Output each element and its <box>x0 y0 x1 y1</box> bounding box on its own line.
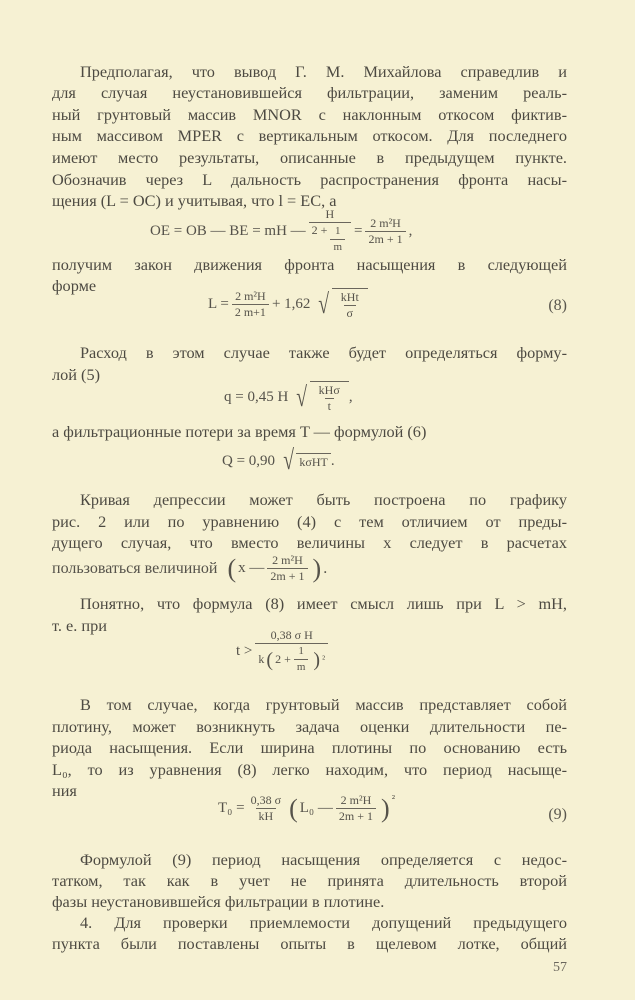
numerator: 2 m²H <box>340 793 372 807</box>
fraction <box>267 553 307 584</box>
eq-text: + 1,62 <box>271 296 311 312</box>
eq-text: . <box>323 559 328 577</box>
eq-text: пользоваться величиной <box>52 559 218 577</box>
eq-text: 2 + <box>275 652 291 666</box>
text-line: риода насыщения. Если ширина плотины по основанию есть <box>52 738 567 757</box>
text-line: форме <box>52 276 97 295</box>
text-line: ния <box>52 781 77 800</box>
denominator: m <box>294 659 309 675</box>
denominator: 2m + 1 <box>365 231 405 247</box>
eq-text: k <box>258 652 265 666</box>
exponent: ² <box>322 654 326 665</box>
numerator: 0,38 σ <box>250 793 282 807</box>
text-line: Обозначив через L дальность распространения фронта насы- <box>52 170 567 189</box>
text-line: ный грунтовый массив MNOR с наклонным откосом фиктив- <box>52 105 567 124</box>
equation-label: (8) <box>548 297 567 314</box>
text-line: В том случае, когда грунтовый массив представляет собой <box>80 695 567 714</box>
eq-text: = <box>354 222 363 239</box>
eq-text: , <box>348 389 353 405</box>
eq-text: t > <box>236 643 253 659</box>
eq-text: , <box>408 222 413 239</box>
square-root <box>316 288 367 321</box>
numerator: 1 <box>334 225 341 237</box>
equation-8 <box>208 288 368 321</box>
text-line-with-formula <box>52 553 327 584</box>
square-root <box>281 447 331 475</box>
paren: ( <box>289 793 298 823</box>
page-number: 57 <box>553 960 567 975</box>
text-line: т. е. при <box>52 616 107 635</box>
equation-oe <box>150 207 412 255</box>
paren: ( <box>227 553 237 583</box>
text-line: Кривая депрессии может быть построена по графику <box>80 490 567 509</box>
denominator: m <box>330 239 345 255</box>
numerator: 2 m²H <box>272 553 303 567</box>
eq-text: L = <box>208 296 229 312</box>
denominator: 2m + 1 <box>336 808 376 824</box>
radical-sign-icon: √ <box>318 288 330 320</box>
equation-t <box>236 628 331 675</box>
paren: ) <box>312 553 322 583</box>
eq-text: q = 0,45 H <box>224 389 289 405</box>
paren: ) <box>381 793 390 823</box>
radical-sign-icon: √ <box>283 445 295 476</box>
text-line: рис. 2 или по уравнению (4) с тем отличием от преды- <box>52 512 567 531</box>
exponent: ² <box>391 793 395 805</box>
equation-6 <box>222 447 335 475</box>
text-line: лой (5) <box>52 365 101 384</box>
text-line: дущего случая, что вместо величины x следует в расчетах <box>52 533 567 552</box>
text-line: имеют место результаты, описанные в предыдущем пункте. <box>52 148 567 167</box>
equation-9 <box>218 793 395 824</box>
eq-text: L₀ — <box>299 800 333 816</box>
denominator: k ( 2 + $\frac{1}{m}$ ) ² <box>255 643 328 675</box>
denominator <box>309 222 351 255</box>
text-line: получим закон движения фронта насыщения в следующей <box>52 255 567 274</box>
equation-label: (9) <box>548 806 567 823</box>
fraction <box>309 207 351 255</box>
text-line: татком, так как в учет не принята длительность второй <box>52 871 567 890</box>
eq-text: OE = OB — BE = mH — <box>150 222 306 239</box>
denominator: 2 m+1 <box>232 304 269 320</box>
text-line: а фильтрационные потери за время T — формулой (6) <box>52 422 427 441</box>
numerator: 0,38 σ H <box>270 628 313 642</box>
text-line: Расход в этом случае также будет определяться форму- <box>80 343 567 362</box>
fraction <box>232 289 269 320</box>
denominator: σ <box>344 305 356 321</box>
eq-text: 2 + <box>311 223 328 237</box>
text-line: L₀, то из уравнения (8) легко находим, что период насыще- <box>52 760 567 779</box>
fraction <box>336 793 376 824</box>
text-line: ным массивом MPER с вертикальным откосом. Для последнего <box>52 126 567 145</box>
numerator: H <box>325 207 335 221</box>
equation-5 <box>224 381 353 414</box>
text-line: Предполагая, что вывод Г. М. Михайлова справедлив и <box>80 62 567 81</box>
eq-text: Q = 0,90 <box>222 452 276 469</box>
text-line: 4. Для проверки приемлемости допущений предыдущего <box>80 913 567 932</box>
text-line: для случая неустановившейся фильтрации, заменим реаль- <box>52 83 567 102</box>
text-line: плотину, может возникнуть задача оценки длительности пе- <box>52 717 567 736</box>
eq-text: . <box>330 452 335 469</box>
fraction <box>248 793 284 824</box>
square-root <box>294 381 349 414</box>
fraction <box>365 216 405 247</box>
numerator: kHt <box>340 290 359 304</box>
numerator: kHσ <box>318 383 340 397</box>
numerator: 1 <box>298 645 304 657</box>
numerator: 2 m²H <box>370 215 401 230</box>
eq-text: x — <box>238 560 265 576</box>
numerator: 2 m²H <box>235 289 266 303</box>
radical-sign-icon: √ <box>296 381 308 413</box>
eq-text: T₀ = <box>218 800 245 816</box>
text-line: фазы неустановившейся фильтрации в плотине. <box>52 892 385 911</box>
text-line: щения (L = OC) и учитывая, что l = EC, а <box>52 191 337 210</box>
text-line: Формулой (9) период насыщения определяется с недос- <box>80 850 567 869</box>
denominator: 2m + 1 <box>267 568 307 584</box>
radicand: kσHT <box>296 453 330 470</box>
text-line: Понятно, что формула (8) имеет смысл лишь при L > mH, <box>80 594 567 613</box>
denominator: kH <box>256 808 277 824</box>
denominator: t <box>325 398 334 414</box>
text-line: пункта были поставлены опыты в щелевом лотке, общий <box>52 934 567 953</box>
fraction <box>255 628 328 675</box>
